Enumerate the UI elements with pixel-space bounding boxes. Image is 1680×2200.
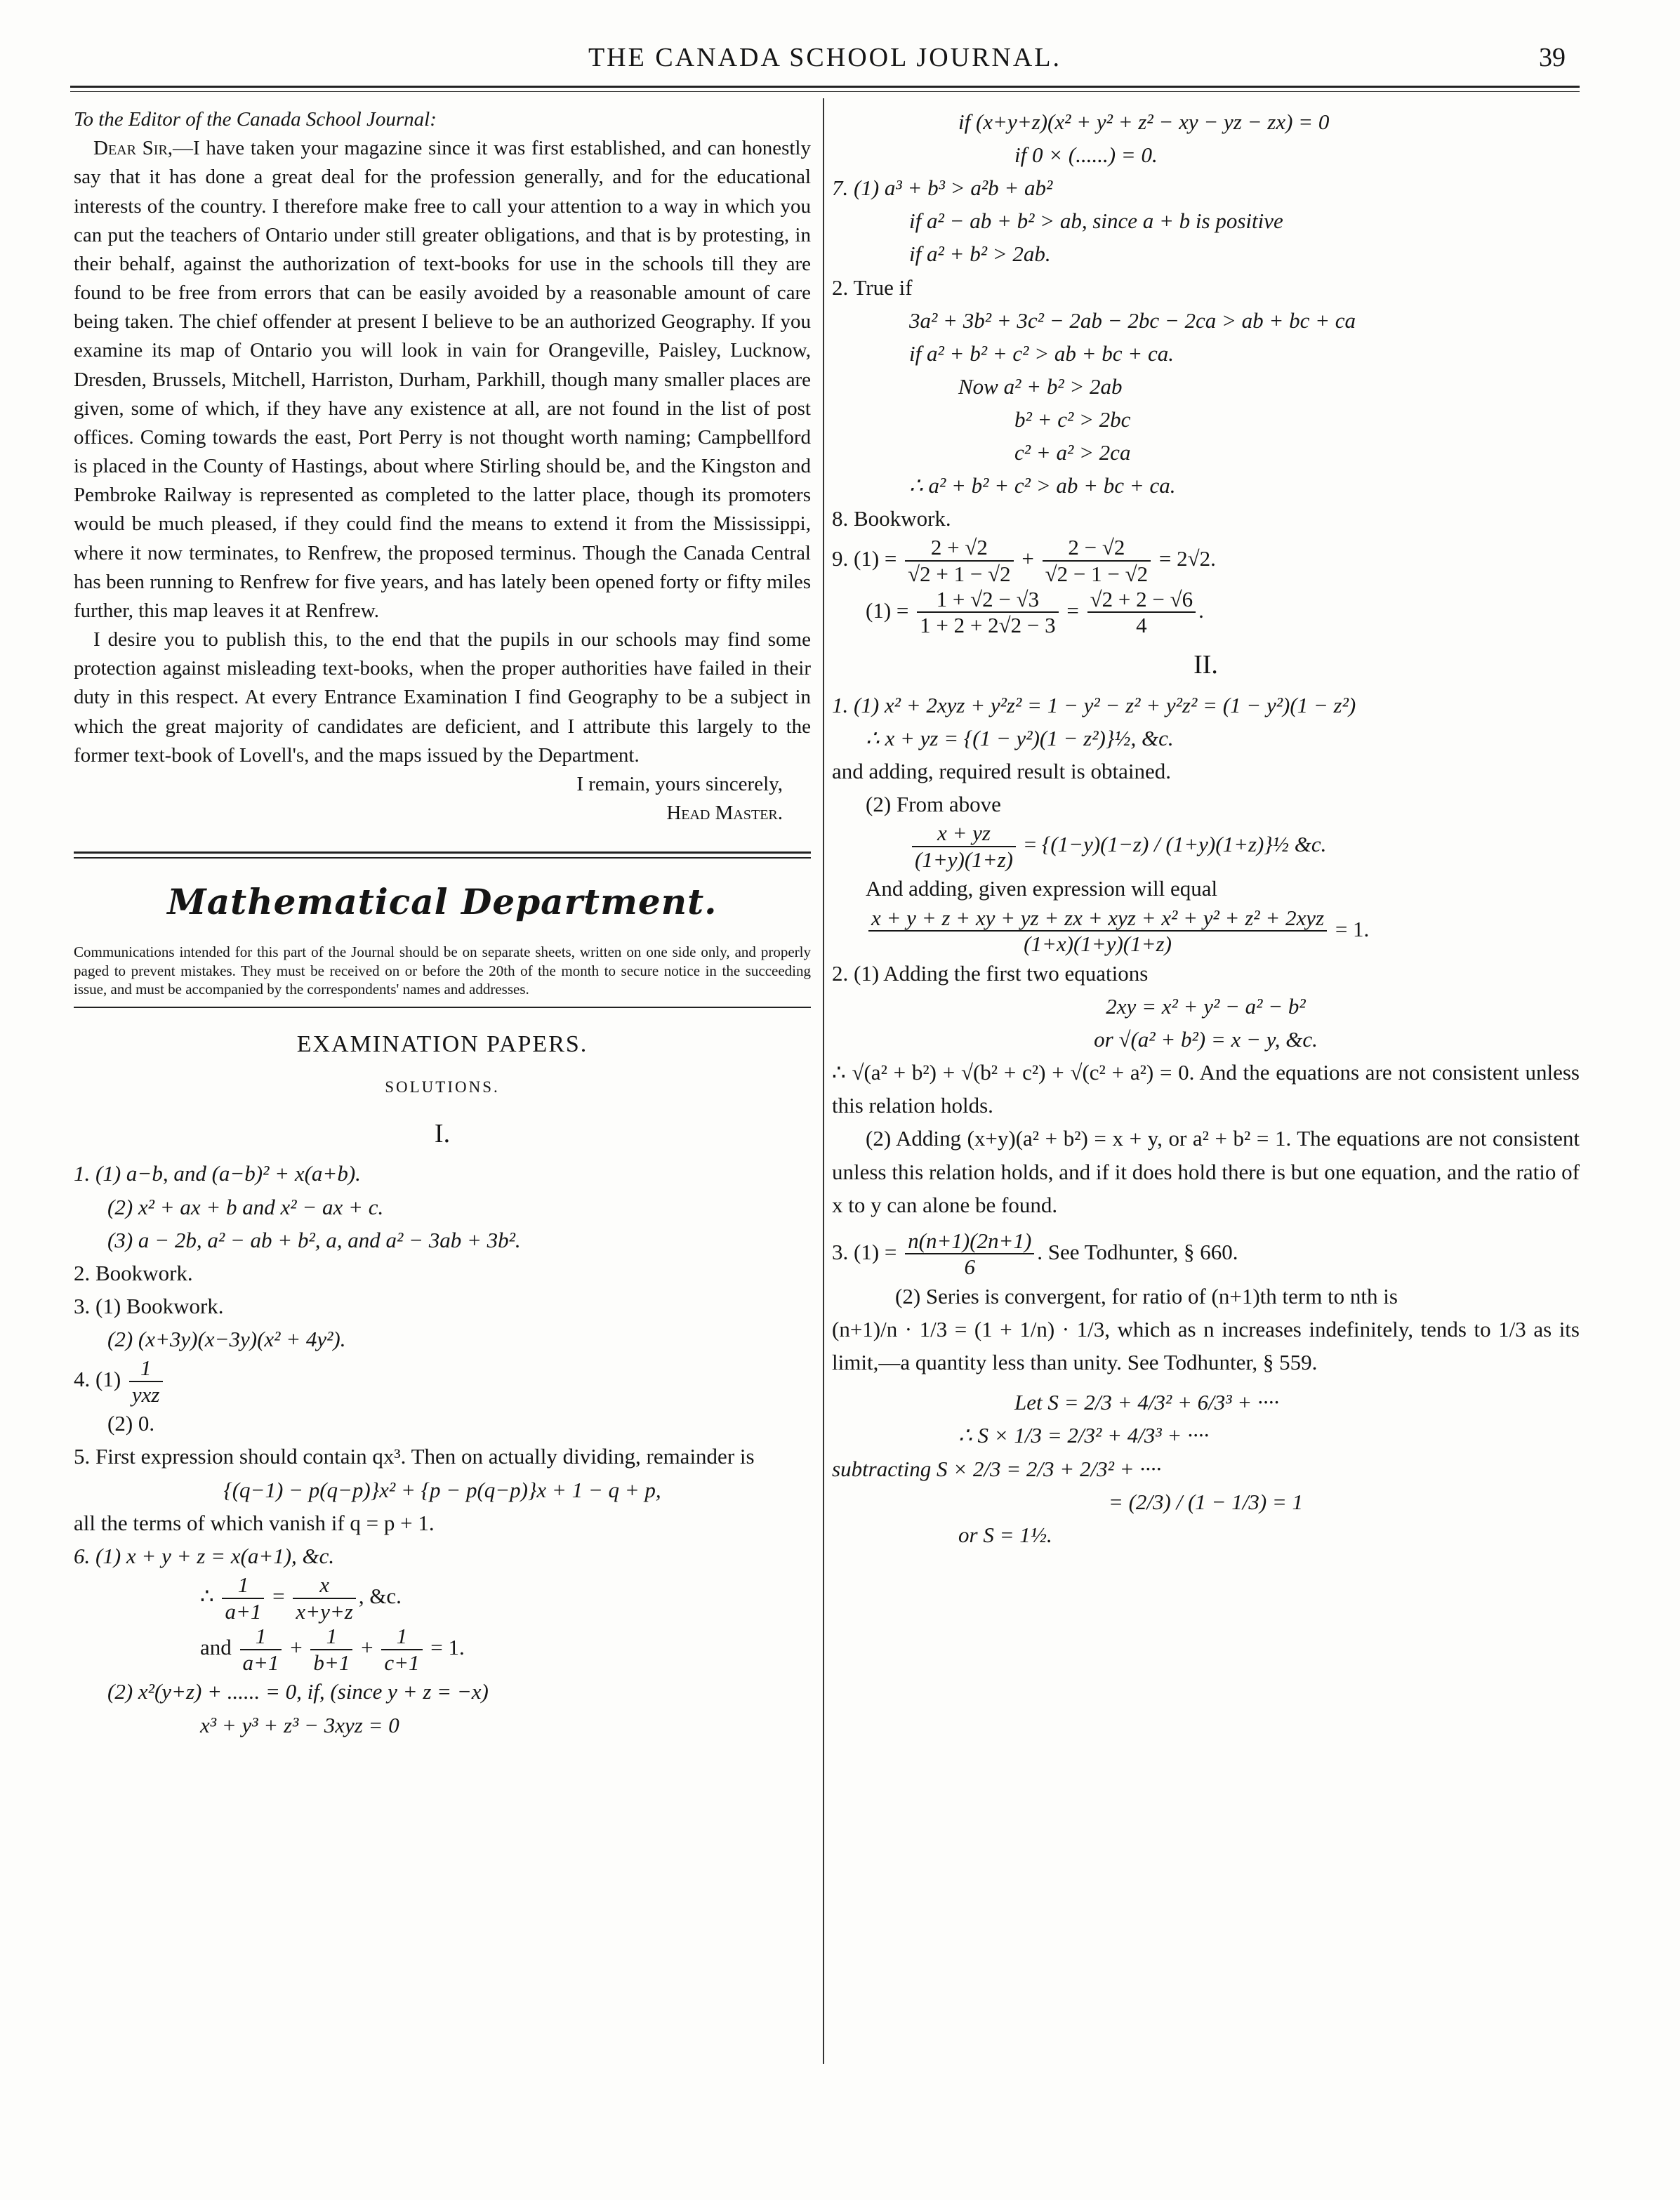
fraction	[912, 821, 1016, 872]
solution-line: 3. (1) Bookwork.	[74, 1293, 224, 1318]
plus: +	[1021, 546, 1034, 571]
exam-title: EXAMINATION PAPERS.	[296, 1031, 588, 1058]
solution-line: (2) Adding (x+y)(a² + b²) = x + y, or a² + b² = 1. The equations are not consistent unless this relation holds, and if it does hold there is but one equation, and the ratio of x to y can alone be found.	[832, 1126, 1580, 1217]
suffix: .	[1198, 597, 1204, 623]
equals: =	[1066, 597, 1079, 623]
solution-line: 6. (1) x + y + z = x(a+1), &c.	[74, 1543, 335, 1568]
page-header	[70, 37, 1580, 79]
numerator: 1	[129, 1356, 163, 1382]
fraction	[222, 1572, 264, 1624]
solution-line: (3) a − 2b, a² − ab + b², a, and a² − 3ab + 3b².	[107, 1227, 521, 1252]
denominator: a+1	[225, 1598, 262, 1624]
numerator: n(n+1)(2n+1)	[905, 1228, 1034, 1255]
department-title: Mathematical Department.	[167, 881, 717, 923]
numerator: 2 − √2	[1043, 535, 1151, 562]
exam-subtitle: SOLUTIONS.	[385, 1078, 500, 1096]
solution-line: 1. (1) a−b, and (a−b)² + x(a+b).	[74, 1161, 361, 1186]
right-column	[832, 105, 1580, 1551]
numerator: x + y + z + xy + yz + zx + xyz + x² + y² + z² + 2xyz	[868, 906, 1327, 932]
solution-line: if a² + b² + c² > ab + bc + ca.	[909, 340, 1174, 366]
solution-line: (n+1)/n · 1/3 = (1 + 1/n) · 1/3, which as n increases indefinitely, tends to 1/3 as its limit,—a quantity less than unity. See Todhunter, § 559.	[832, 1317, 1580, 1375]
fraction	[868, 906, 1327, 957]
solution-line: (2) (x+3y)(x−3y)(x² + 4y²).	[107, 1326, 346, 1351]
label: (1) =	[866, 597, 909, 623]
therefore-symbol: ∴	[200, 1583, 214, 1608]
solution-line: Now a² + b² > 2ab	[958, 373, 1123, 399]
numerator: 1 + √2 − √3	[917, 587, 1058, 614]
solution-line: subtracting S × 2/3 = 2/3 + 2/3² + ····	[832, 1456, 1162, 1481]
solution-line: or √(a² + b²) = x − y, &c.	[1094, 1027, 1318, 1052]
equals: =	[1024, 831, 1037, 856]
solution-line: c² + a² > 2ca	[1014, 440, 1131, 465]
numerator: x + yz	[912, 821, 1016, 847]
fraction	[905, 1228, 1034, 1280]
solution-line	[832, 1228, 1580, 1280]
letter-closing: I remain, yours sincerely,	[576, 772, 783, 795]
plus: +	[361, 1634, 373, 1659]
solution-line: 2. Bookwork.	[74, 1260, 193, 1285]
solution-line: (2) x² + ax + b and x² − ax + c.	[107, 1194, 384, 1219]
denominator: b+1	[313, 1650, 350, 1675]
part-one-heading: I.	[434, 1118, 451, 1148]
solution-line: 1. (1) x² + 2xyz + y²z² = 1 − y² − z² + y²z² = (1 − y²)(1 − z²)	[832, 692, 1356, 717]
denominator: (1+x)(1+y)(1+z)	[1024, 932, 1172, 957]
solution-line: ∴ S × 1/3 = 2/3² + 4/3³ + ····	[958, 1423, 1210, 1448]
solution-line: ∴ a² + b² + c² > ab + bc + ca.	[909, 473, 1176, 498]
solution-line	[74, 1356, 811, 1407]
suffix: = 1.	[430, 1634, 465, 1659]
label: 9. (1) =	[832, 546, 897, 571]
letter-paragraph-2: I desire you to publish this, to the end that the pupils in our schools may find some protection against misleading text-books, when the proper authorities have failed in their duty in this respect. At every Entrance Examination I find Geography to be a subject in which the great majority of candidates are deficient, and I attribute this largely to the former text-book of Lovell's, and the maps issued by the Department.	[74, 628, 811, 767]
solution-line	[832, 821, 1580, 872]
letter-signature: Head Master.	[666, 802, 783, 825]
suffix: , &c.	[358, 1583, 402, 1608]
denominator: 6	[964, 1254, 975, 1280]
fraction	[240, 1624, 282, 1675]
denominator: √2 − 1 − √2	[1045, 562, 1149, 587]
fraction	[917, 587, 1058, 638]
spacer	[832, 1221, 1580, 1228]
letter-salutation: Dear Sir,	[93, 137, 173, 160]
solution-line: = (2/3) / (1 − 1/3) = 1	[1108, 1489, 1304, 1514]
plus: +	[290, 1634, 303, 1659]
solution-line: (2) From above	[866, 792, 1001, 817]
solution-line	[832, 587, 1580, 638]
department-note: Communications intended for this part of the Journal should be on separate sheets, written on one side only, and properly paged to prevent mistakes. They must be received on or before the 20th of the month to secure notice in the succeeding issue, and must be accompanied by the correspondents' names and addresses.	[74, 943, 811, 998]
suffix: = 1.	[1335, 916, 1370, 941]
solution-line: 5. First expression should contain qx³. Then on actually dividing, remainder is	[74, 1444, 755, 1469]
suffix: = 2√2.	[1158, 546, 1216, 571]
solution-line: (2) x²(y+z) + ...... = 0, if, (since y + z = −x)	[107, 1679, 489, 1704]
numerator: 2 + √2	[905, 535, 1014, 562]
label: and	[200, 1634, 232, 1659]
left-column	[74, 105, 811, 1742]
spacer	[832, 1379, 1580, 1386]
solution-line: if 0 × (......) = 0.	[1014, 143, 1158, 168]
fraction	[1043, 535, 1151, 586]
note-rule	[74, 1007, 811, 1008]
letter-to-editor	[74, 105, 811, 828]
solution-line	[74, 1572, 811, 1624]
fraction	[381, 1624, 422, 1675]
page-number: 39	[1539, 43, 1566, 72]
header-rule	[70, 86, 1580, 92]
letter-paragraph-1	[74, 134, 811, 625]
expression: {(1−y)(1−z) / (1+y)(1+z)}½ &c.	[1041, 831, 1327, 856]
numerator: x	[293, 1572, 355, 1599]
solution-line: 7. (1) a³ + b³ > a²b + ab²	[832, 175, 1053, 201]
solution-line: b² + c² > 2bc	[1014, 406, 1131, 432]
solution-line: 2xy = x² + y² − a² − b²	[1106, 993, 1306, 1019]
solution-line: (2) 0.	[107, 1411, 155, 1436]
solution-line: all the terms of which vanish if q = p + 1.	[74, 1510, 435, 1535]
label: 4. (1)	[74, 1366, 121, 1391]
solution-line: ∴ x + yz = {(1 − y²)(1 − z²)}½, &c.	[866, 725, 1174, 750]
label: 3. (1) =	[832, 1239, 897, 1264]
section-rule	[74, 851, 811, 859]
solution-line: ∴ √(a² + b²) + √(b² + c²) + √(c² + a²) = 0. And the equations are not consistent unless this relation holds.	[832, 1060, 1580, 1118]
denominator: √2 + 1 − √2	[908, 562, 1011, 587]
solution-line: 2. True if	[832, 274, 913, 300]
solution-line: {(q−1) − p(q−p)}x² + {p − p(q−p)}x + 1 − q + p,	[223, 1477, 661, 1502]
suffix: . See Todhunter, § 660.	[1037, 1239, 1238, 1264]
denominator: c+1	[384, 1650, 420, 1675]
letter-address: To the Editor of the Canada School Journal:	[74, 108, 437, 131]
denominator: x+y+z	[296, 1598, 353, 1624]
solution-line: (2) Series is convergent, for ratio of (n+1)th term to nth is	[895, 1284, 1398, 1308]
solution-line: if (x+y+z)(x² + y² + z² − xy − yz − zx) = 0	[958, 110, 1330, 134]
numerator: √2 + 2 − √6	[1087, 587, 1196, 614]
numerator: 1	[240, 1624, 282, 1650]
numerator: 1	[381, 1624, 422, 1650]
solution-line: or S = 1½.	[958, 1522, 1052, 1547]
solution-line: 3a² + 3b² + 3c² − 2ab − 2bc − 2ca > ab + bc + ca	[909, 307, 1356, 333]
solution-line: and adding, required result is obtained.	[832, 758, 1171, 783]
denominator: yxz	[131, 1381, 160, 1407]
solution-line	[832, 906, 1580, 957]
solution-line: 2. (1) Adding the first two equations	[832, 960, 1149, 986]
fraction	[905, 535, 1014, 586]
column-divider	[823, 98, 824, 2064]
solution-line: 8. Bookwork.	[832, 506, 951, 531]
part-two-heading: II.	[1193, 649, 1218, 680]
fraction	[293, 1572, 355, 1624]
numerator: 1	[310, 1624, 352, 1650]
fraction	[310, 1624, 352, 1675]
solution-line: x³ + y³ + z³ − 3xyz = 0	[200, 1712, 399, 1737]
denominator: (1+y)(1+z)	[915, 847, 1013, 872]
fraction	[129, 1356, 163, 1407]
solution-line: if a² + b² > 2ab.	[909, 241, 1051, 267]
solution-line: And adding, given expression will equal	[866, 876, 1218, 901]
equals: =	[272, 1583, 285, 1608]
solution-line	[832, 535, 1580, 586]
denominator: 4	[1136, 613, 1147, 638]
fraction	[1087, 587, 1196, 638]
solution-line: if a² − ab + b² > ab, since a + b is positive	[909, 208, 1283, 234]
solution-line	[74, 1624, 811, 1675]
letter-body-1: —I have taken your magazine since it was first established, and can honestly say that it has done a great deal for the profession generally, and for the educational interests of the country. I therefore make free to call your attention to a way in which you can put the teachers of Ontario under still greater obligations, and that is by protesting, in their behalf, against the authorization of text-books for use in the schools till they are found to be free from errors that can be easily avoided by a reasonable amount of care being taken. The chief offender at present I believe to be an authorized Geography. If you examine its map of Ontario you will look in vain for Orangeville, Paisley, Lucknow, Dresden, Brussels, Mitchell, Harriston, Durham, Parkhill, though many smaller places are given, some of which, if they have any existence at all, are not found in the list of post offices. Coming towards the east, Port Perry is not thought worth naming; Campbellford is placed in the County of Hastings, about where Stirling should be, and the Kingston and Pembroke Railway is represented as completed to the latter place, though its promoters would be much pleased, if they could find the means to extend it from the Mississippi, where it now terminates, to Renfrew, the proposed terminus. Though the Canada Central has been running to Renfrew for five years, and has lately been opened forty or fifty miles further, this map leaves it at Renfrew.	[74, 137, 811, 622]
solution-line: Let S = 2/3 + 4/3² + 6/3³ + ····	[1014, 1390, 1279, 1415]
denominator: 1 + 2 + 2√2 − 3	[920, 613, 1056, 638]
numerator: 1	[222, 1572, 264, 1599]
running-title: THE CANADA SCHOOL JOURNAL.	[588, 43, 1062, 72]
denominator: a+1	[242, 1650, 279, 1675]
